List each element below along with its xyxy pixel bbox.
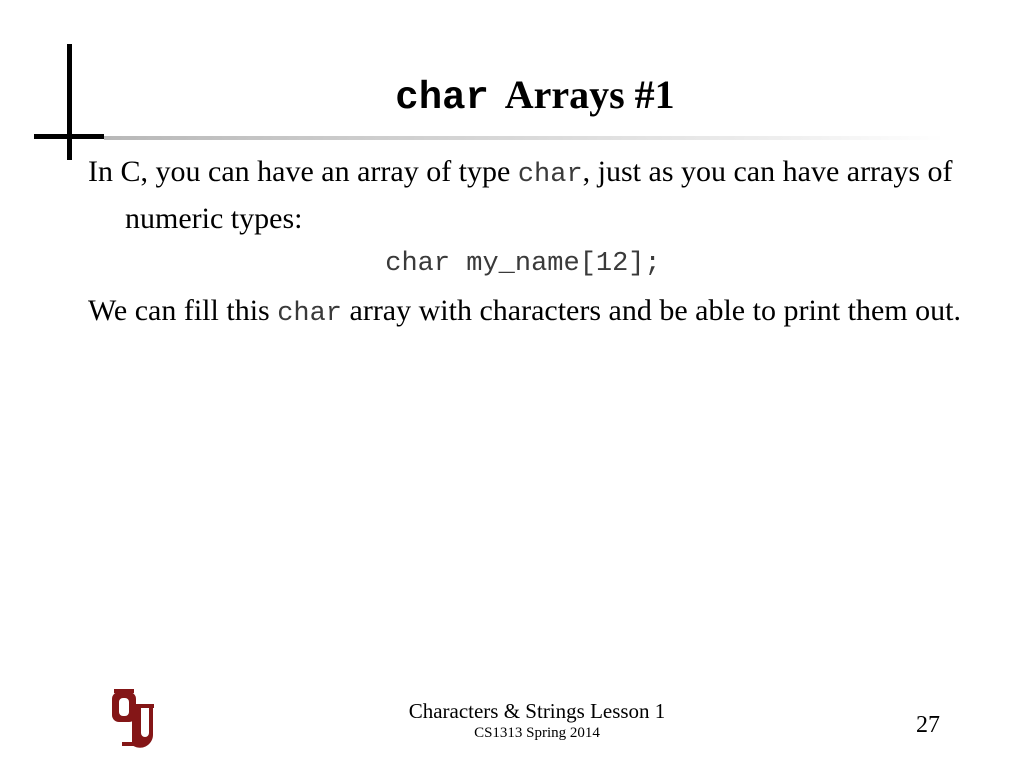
title-code: char — [395, 76, 489, 120]
paragraph-2 — [88, 289, 968, 336]
paragraph-2-text-a: We can fill this — [88, 294, 278, 327]
paragraph-2-text-b: array with characters and be able to print them out. — [342, 294, 961, 327]
slide-title — [0, 70, 1024, 123]
paragraph-1 — [88, 150, 968, 240]
paragraph-1-code: char — [517, 160, 583, 190]
ou-logo-icon — [108, 688, 156, 750]
footer — [387, 698, 687, 742]
slide-body — [88, 150, 968, 336]
footer-course: CS1313 Spring 2014 — [474, 725, 600, 741]
code-example: char my_name[12]; — [385, 249, 661, 279]
crosshair-horizontal-line — [34, 134, 104, 139]
footer-lesson-title: Characters & Strings Lesson 1 — [408, 699, 666, 723]
page-number: 27 — [916, 712, 940, 738]
paragraph-1-text-a: In C, you can have an array of type — [88, 155, 518, 188]
paragraph-2-code: char — [277, 299, 343, 329]
title-text: Arrays #1 — [504, 72, 675, 117]
title-underline-rule — [104, 136, 944, 140]
paragraph-1-text-b: , just as you can have arrays of numeric types: — [125, 155, 953, 235]
